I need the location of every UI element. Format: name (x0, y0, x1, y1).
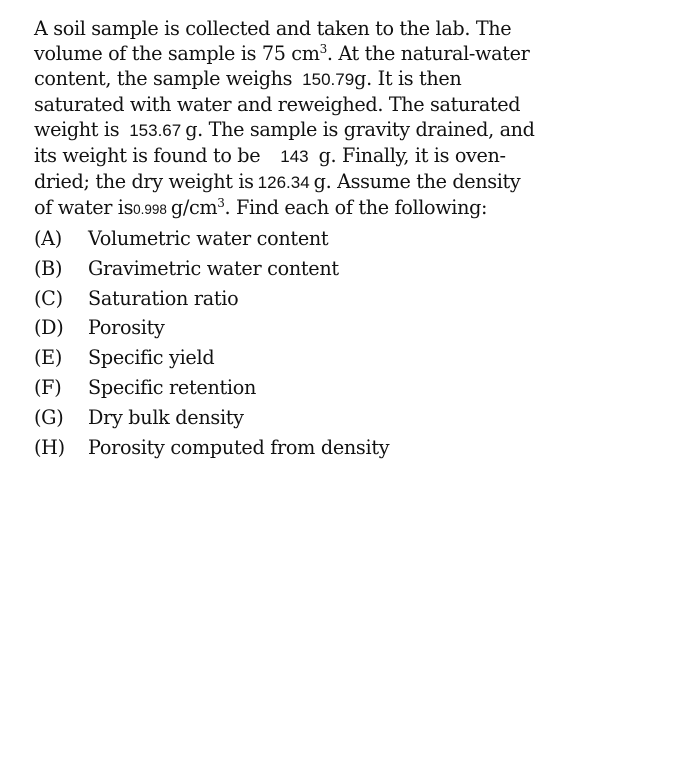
dry-weight-value: 126.34 (257, 173, 310, 192)
text-line-1: A soil sample is collected and taken to the lab. The (34, 17, 512, 40)
text-line-7: dried; the dry weight is 126.34 g. Assume the density (34, 170, 521, 193)
part-letter: (C) (34, 286, 63, 310)
text-line-6: its weight is found to be 143 g. Finally, it is oven- (34, 144, 506, 167)
text-line-3: content, the sample weighs 150.79g. It is then (34, 67, 462, 90)
part-letter: (D) (34, 316, 64, 340)
water-density-value: 0.998 (133, 202, 167, 217)
part-label: Volumetric water content (88, 227, 329, 250)
list-item (34, 313, 674, 343)
list-item (34, 373, 674, 403)
saturated-weight-value: 153.67 (129, 121, 182, 140)
problem-statement (34, 16, 674, 462)
natural-weight-value: 150.79 (302, 70, 355, 89)
part-label: Porosity (88, 316, 165, 340)
list-item (34, 254, 674, 284)
question-parts-list (34, 224, 674, 462)
part-label: Specific yield (88, 346, 215, 370)
list-item (34, 224, 674, 254)
text-line-8: of water is0.998 $g/cm^3$. Find each of the following: (34, 196, 488, 219)
part-label: Gravimetric water content (88, 256, 339, 280)
part-label: Saturation ratio (88, 286, 239, 310)
part-label: Specific retention (88, 375, 257, 399)
part-label: Dry bulk density (88, 405, 244, 429)
cubic-exponent: 3 (319, 42, 327, 56)
text-line-5: weight is 153.67 g. The sample is gravity drained, and (34, 118, 535, 141)
problem-paragraph (34, 16, 674, 222)
list-item (34, 403, 674, 433)
drained-weight-value: 143 (280, 147, 309, 166)
part-letter: (F) (34, 375, 62, 399)
part-letter: (G) (34, 405, 64, 429)
part-letter: (A) (34, 227, 62, 250)
part-letter: (E) (34, 346, 63, 370)
text-line-2: volume of the sample is 75 $cm^3$. At the natural-water (34, 42, 530, 65)
part-label: Porosity computed from density (88, 435, 390, 459)
list-item (34, 284, 674, 314)
text-line-4: saturated with water and reweighed. The saturated (34, 93, 521, 116)
part-letter: (H) (34, 435, 65, 459)
list-item (34, 343, 674, 373)
cubic-exponent: 3 (217, 196, 225, 210)
list-item (34, 433, 674, 463)
part-letter: (B) (34, 256, 63, 280)
